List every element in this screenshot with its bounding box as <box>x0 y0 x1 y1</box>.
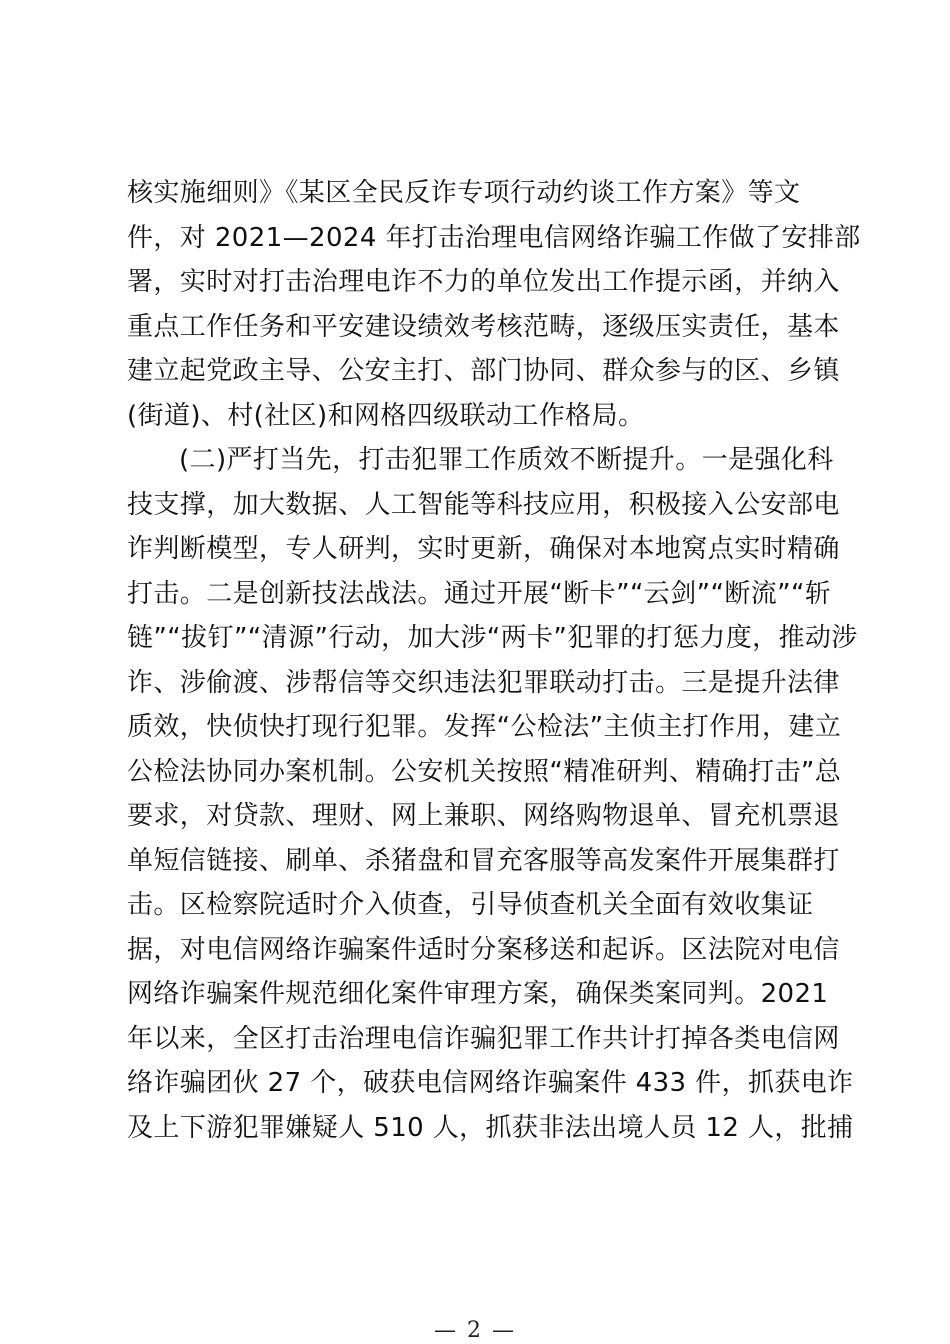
text-line: 公检法协同办案机制。公安机关按照“精准研判、精确打击”总 <box>127 756 842 787</box>
text-line: 诈判断模型，专人研判，实时更新，确保对本地窝点实时精确 <box>127 534 840 564</box>
text-line: 署，实时对打击治理电诈不力的单位发出工作提示函，并纳入 <box>127 267 840 297</box>
text-line: 年以来，全区打击治理电信诈骗犯罪工作共计打掉各类电信网 <box>127 1023 840 1054</box>
text-line: 单短信链接、刷单、杀猪盘和冒充客服等高发案件开展集群打 <box>127 845 840 876</box>
text-line: 络诈骗团伙 27 个，破获电信网络诈骗案件 433 件，抓获电诈 <box>127 1068 854 1098</box>
text-line: 击。区检察院适时介入侦查，引导侦查机关全面有效收集证 <box>127 890 814 920</box>
text-line: (街道)、村(社区)和网格四级联动工作格局。 <box>127 400 645 431</box>
paragraph-start-line: (二)严打当先，打击犯罪工作质效不断提升。一是强化科 <box>179 445 834 475</box>
text-line: 网络诈骗案件规范细化案件审理方案，确保类案同判。2021 <box>127 979 829 1009</box>
text-line: 要求，对贷款、理财、网上兼职、网络购物退单、冒充机票退 <box>127 801 840 831</box>
text-line: 件，对 2021—2024 年打击治理电信网络诈骗工作做了安排部 <box>127 222 861 253</box>
text-line: 及上下游犯罪嫌疑人 510 人，抓获非法出境人员 12 人，批捕 <box>127 1112 854 1143</box>
text-line: 诈、涉偷渡、涉帮信等交织违法犯罪联动打击。三是提升法律 <box>127 667 840 698</box>
text-line: 质效，快侦快打现行犯罪。发挥“公检法”主侦主打作用，建立 <box>127 712 842 742</box>
text-line: 核实施细则》《某区全民反诈专项行动约谈工作方案》等文 <box>127 178 801 208</box>
text-line: 据，对电信网络诈骗案件适时分案移送和起诉。区法院对电信 <box>127 934 840 965</box>
text-line: 重点工作任务和平安建设绩效考核范畴，逐级压实责任，基本 <box>127 311 840 342</box>
page-number: — 2 — <box>434 1318 516 1343</box>
text-line: 建立起党政主导、公安主打、部门协同、群众参与的区、乡镇 <box>127 356 840 386</box>
text-line: 链”“拔钉”“清源”行动，加大涉“两卡”犯罪的打惩力度，推动涉 <box>127 623 858 653</box>
text-line: 打击。二是创新技法战法。通过开展“断卡”“云剑”“断流”“斩 <box>127 578 832 609</box>
body-text <box>127 171 861 1150</box>
text-line: 技支撑，加大数据、人工智能等科技应用，积极接入公安部电 <box>127 489 840 520</box>
